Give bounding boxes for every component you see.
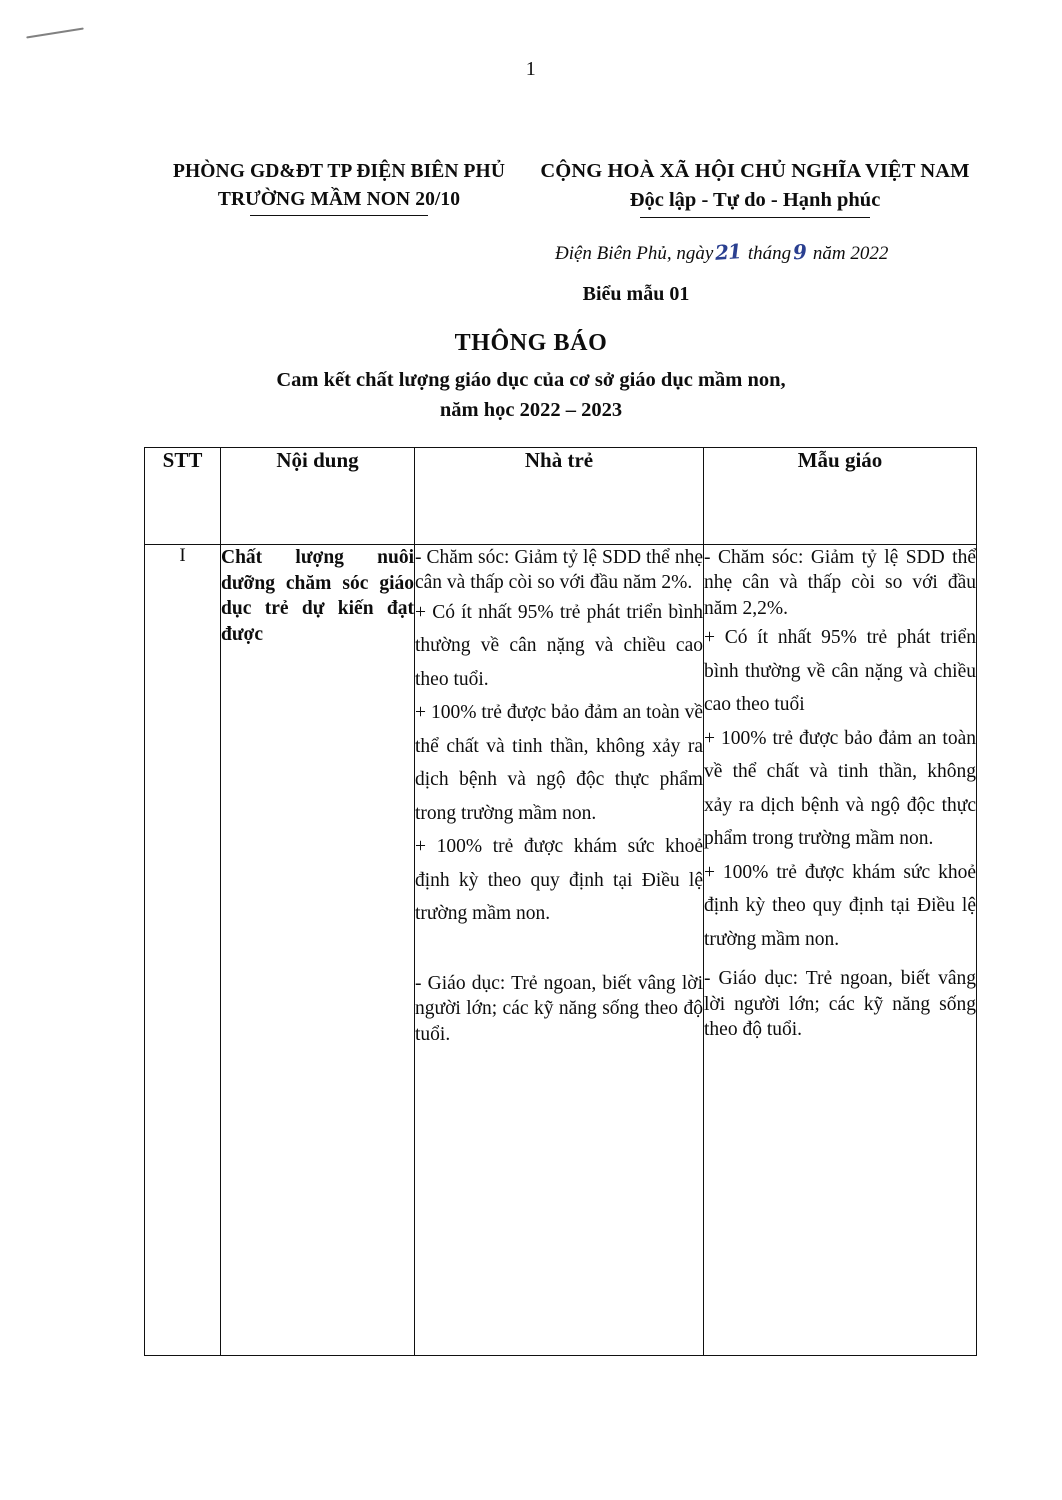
table-header-row [145, 448, 977, 545]
document-subtitle-line2: năm học 2022 – 2023 [439, 399, 623, 422]
form-code: Biểu mẫu 01 [582, 283, 690, 305]
dateline-year-label: năm [812, 243, 846, 264]
cell-stt: I [145, 545, 221, 1356]
document-subtitle-line1: Cam kết chất lượng giáo dục của cơ sở giáo dục mầm non, [276, 369, 786, 391]
national-motto-block [534, 158, 976, 218]
cell-mau-giao [704, 545, 977, 1356]
handwritten-month: 9 [792, 239, 807, 265]
commitment-table [144, 447, 977, 1356]
nha-tre-p2: + Có ít nhất 95% trẻ phát triển bình thường về cân nặng và chiều cao theo tuổi. [415, 601, 703, 690]
cell-nha-tre [415, 545, 704, 1356]
handwritten-day: 21 [714, 239, 742, 265]
commitment-table-wrapper [144, 447, 976, 1356]
header-mau-giao: Mẫu giáo [704, 448, 977, 545]
issuing-authority-line1: PHÒNG GD&ĐT TP ĐIỆN BIÊN PHỦ [173, 161, 505, 182]
nha-tre-p5: - Giáo dục: Trẻ ngoan, biết vâng lời người lớn; các kỹ năng sống theo độ tuổi. [415, 973, 703, 1045]
national-title: CỘNG HOÀ XÃ HỘI CHỦ NGHĨA VIỆT NAM [540, 160, 970, 182]
header-noi-dung: Nội dung [221, 448, 415, 545]
mau-giao-p2: + Có ít nhất 95% trẻ phát triển bình thường về cân nặng và chiều cao theo tuổi [704, 627, 976, 716]
dateline-place: Điện Biên Phủ, ngày [555, 243, 714, 264]
cell-noi-dung: Chất lượng nuôi dưỡng chăm sóc giáo dục trẻ dự kiến đạt được [221, 545, 415, 1356]
header-nha-tre: Nhà trẻ [415, 448, 704, 545]
nha-tre-p1: - Chăm sóc: Giảm tỷ lệ SDD thể nhẹ cân và thấp còi so với đầu năm 2%. [415, 547, 703, 594]
nha-tre-spacer [415, 931, 703, 971]
table-row [145, 545, 977, 1356]
national-motto: Độc lập - Tự do - Hạnh phúc [630, 186, 881, 219]
dateline-month-label: tháng [747, 243, 792, 264]
stray-pen-mark-icon [26, 27, 84, 38]
mau-giao-p4: + 100% trẻ được khám sức khoẻ định kỳ theo quy định tại Điều lệ trường mầm non. [704, 861, 976, 950]
mau-giao-p3: + 100% trẻ được bảo đảm an toàn về thể chất và tinh thần, không xảy ra dịch bệnh và ngộ độc thực phẩm trong trường mầm non. [704, 727, 976, 850]
document-title: THÔNG BÁO [454, 330, 608, 356]
nha-tre-p3: + 100% trẻ được bảo đảm an toàn về thể chất và tinh thần, không xảy ra dịch bệnh và ngộ độc thực phẩm trong trường mầm non. [415, 702, 703, 824]
nha-tre-p4: + 100% trẻ được khám sức khoẻ định kỳ theo quy định tại Điều lệ trường mầm non. [415, 836, 703, 925]
mau-giao-p1: - Chăm sóc: Giảm tỷ lệ SDD thể nhẹ cân và thấp còi so với đầu năm 2,2%. [704, 547, 976, 619]
header-stt: STT [145, 448, 221, 545]
dateline [555, 240, 985, 265]
mau-giao-p5: - Giáo dục: Trẻ ngoan, biết vâng lời người lớn; các kỹ năng sống theo độ tuổi. [704, 968, 976, 1041]
document-subtitle [0, 365, 1062, 426]
dateline-year: 2022 [850, 243, 889, 264]
issuing-authority-block [144, 158, 534, 216]
issuing-authority-line2: TRƯỜNG MẦM NON 20/10 [216, 186, 462, 217]
mau-giao-spacer [704, 956, 976, 966]
letterhead [144, 158, 976, 218]
page-number: 1 [525, 58, 537, 80]
